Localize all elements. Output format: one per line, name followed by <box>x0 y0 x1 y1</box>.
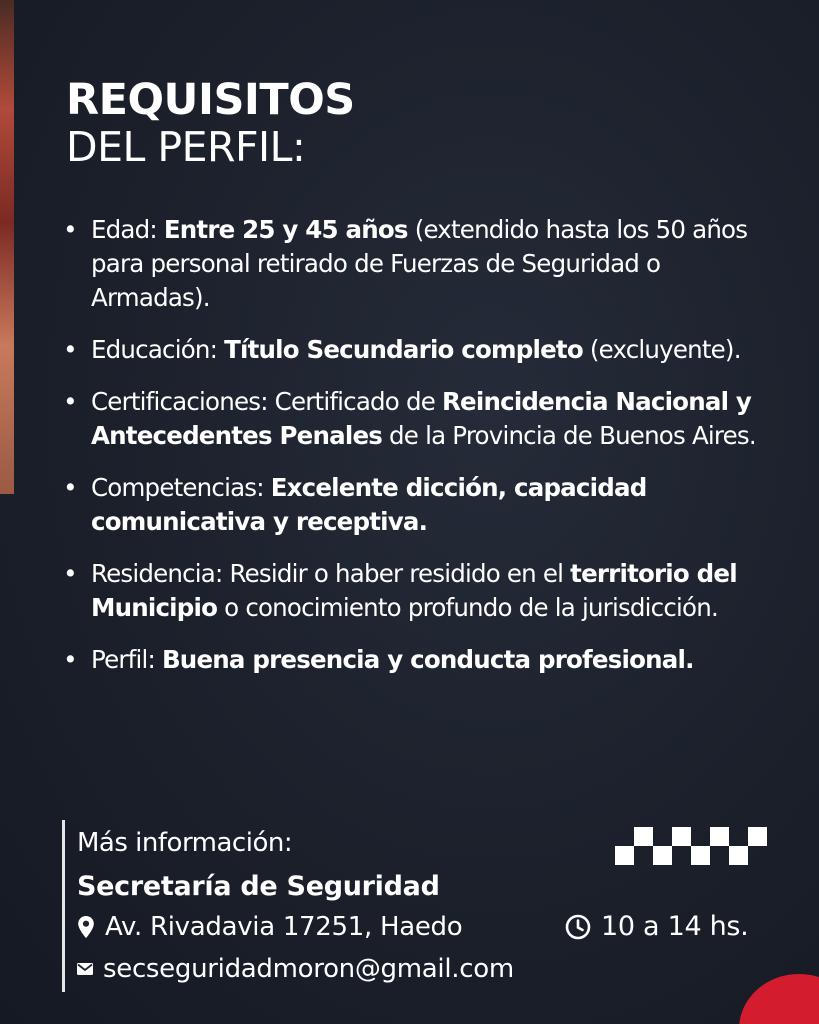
requirement-edad <box>60 213 760 315</box>
envelope-icon <box>77 963 93 975</box>
address-text: Av. Rivadavia 17251, Haedo <box>105 912 463 942</box>
requirement-detail: de la Provincia de Buenos Aires. <box>382 421 756 450</box>
clock-icon <box>565 914 591 940</box>
requirement-educacion <box>60 333 760 367</box>
requirement-perfil <box>60 643 760 677</box>
location-pin-icon <box>77 915 95 939</box>
requirement-detail: (excluyente). <box>582 335 741 364</box>
bullet: • <box>63 387 77 416</box>
requirement-highlight: Reincidencia Nacional y Antecedentes Penales <box>91 387 752 450</box>
requirement-highlight: Entre 25 y 45 años <box>163 215 408 244</box>
requirement-label: Competencias: <box>91 473 271 502</box>
requirement-label: Perfil: <box>91 645 162 674</box>
info-organization: Secretaría de Seguridad <box>77 871 440 902</box>
requirement-detail: o conocimiento profundo de la jurisdicción. <box>217 593 718 622</box>
requirement-highlight: Excelente dicción, capacidad comunicativa y receptiva. <box>91 473 647 536</box>
bullet: • <box>63 335 77 364</box>
info-divider <box>62 820 65 992</box>
title-line-2: DEL PERFIL: <box>66 123 306 171</box>
title-line-1: REQUISITOS <box>66 75 355 125</box>
requirement-detail: (extendido hasta los 50 años para personal retirado de Fuerzas de Seguridad o Armadas). <box>91 215 748 312</box>
requirement-residencia <box>60 557 760 625</box>
page-title <box>66 76 355 170</box>
contact-info <box>77 824 514 990</box>
requirement-highlight: territorio del Municipio <box>91 559 737 622</box>
corner-accent-shape <box>739 974 819 1024</box>
bullet: • <box>63 473 77 502</box>
requirement-competencias <box>60 471 760 539</box>
requirements-list <box>60 213 760 695</box>
info-heading: Más información: <box>77 828 293 858</box>
email-text[interactable]: secseguridadmoron@gmail.com <box>103 954 514 984</box>
hours-text: 10 a 14 hs. <box>601 911 749 942</box>
address-row <box>77 906 514 948</box>
bullet: • <box>63 559 77 588</box>
checkered-pattern <box>615 827 770 865</box>
bullet: • <box>63 215 77 244</box>
requirement-highlight: Título Secundario completo <box>224 335 583 364</box>
side-photo-strip <box>0 0 14 494</box>
requirement-label: Residencia: Residir o haber residido en el <box>91 559 571 588</box>
bullet: • <box>63 645 77 674</box>
email-row <box>77 948 514 990</box>
requirement-highlight: Buena presencia y conducta profesional. <box>161 645 694 674</box>
requirement-label: Educación: <box>91 335 225 364</box>
requirement-certificaciones <box>60 385 760 453</box>
requirement-label: Certificaciones: Certificado de <box>91 387 442 416</box>
hours-row <box>565 906 748 948</box>
requirement-label: Edad: <box>91 215 164 244</box>
